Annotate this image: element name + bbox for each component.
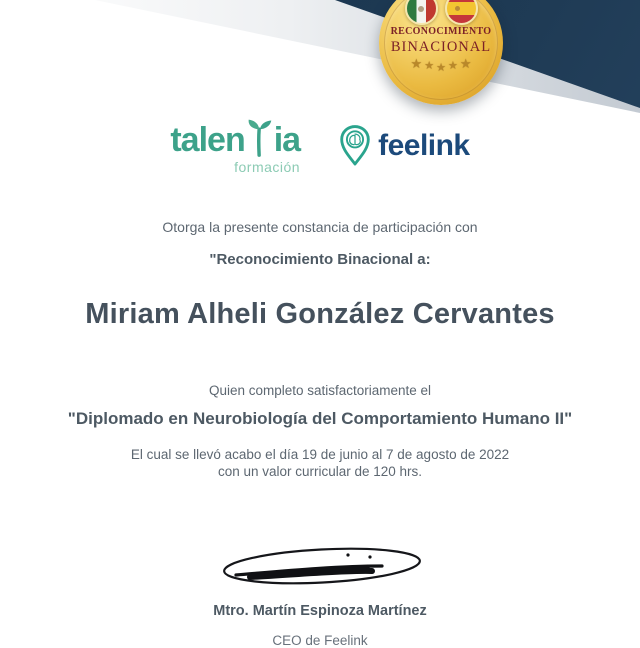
feelink-logo <box>336 124 470 168</box>
signature-scribble <box>218 543 426 591</box>
talentia-plant-icon <box>247 116 273 158</box>
mexico-flag-icon <box>405 0 438 25</box>
talentia-wordmark <box>170 116 300 157</box>
spain-flag-icon <box>445 0 478 25</box>
signer-name: Mtro. Martín Espinoza Martínez <box>213 603 427 619</box>
course-details-line1: El cual se llevó acabo el día 19 de junio al 7 de agosto de 2022 <box>130 447 510 462</box>
talentia-logo <box>170 116 300 175</box>
talentia-text-left: talen <box>170 121 245 159</box>
course-title: "Diplomado en Neurobiología del Comportamiento Humano II" <box>67 409 573 428</box>
binacional-medal <box>379 0 503 105</box>
medal-stars <box>379 56 503 74</box>
medal-subtitle: BINACIONAL <box>390 39 492 55</box>
recognition-heading: "Reconocimiento Binacional a: <box>209 251 431 268</box>
star-icon: ★ <box>436 62 446 74</box>
mexico-emblem <box>418 6 424 12</box>
completion-text: Quien completo satisfactoriamente el <box>208 383 432 398</box>
intro-text: Otorga la presente constancia de participación con <box>162 219 478 235</box>
spain-emblem <box>455 6 460 11</box>
partner-logos <box>0 116 640 175</box>
feelink-pin-icon <box>336 124 374 168</box>
star-icon: ★ <box>459 56 472 71</box>
talentia-text-right: ia <box>273 121 301 159</box>
signer-role: CEO de Feelink <box>272 633 368 648</box>
star-icon: ★ <box>447 60 458 72</box>
course-details-line2: con un valor curricular de 120 hrs. <box>217 464 423 479</box>
talentia-subtitle: formación <box>234 159 301 175</box>
star-icon: ★ <box>410 56 423 71</box>
feelink-wordmark: feelink <box>378 129 470 162</box>
star-icon: ★ <box>424 60 435 72</box>
recipient-name: Miriam Alheli González Cervantes <box>85 298 555 330</box>
medal-flags <box>379 0 503 25</box>
medal-title: RECONOCIMIENTO <box>390 26 492 37</box>
